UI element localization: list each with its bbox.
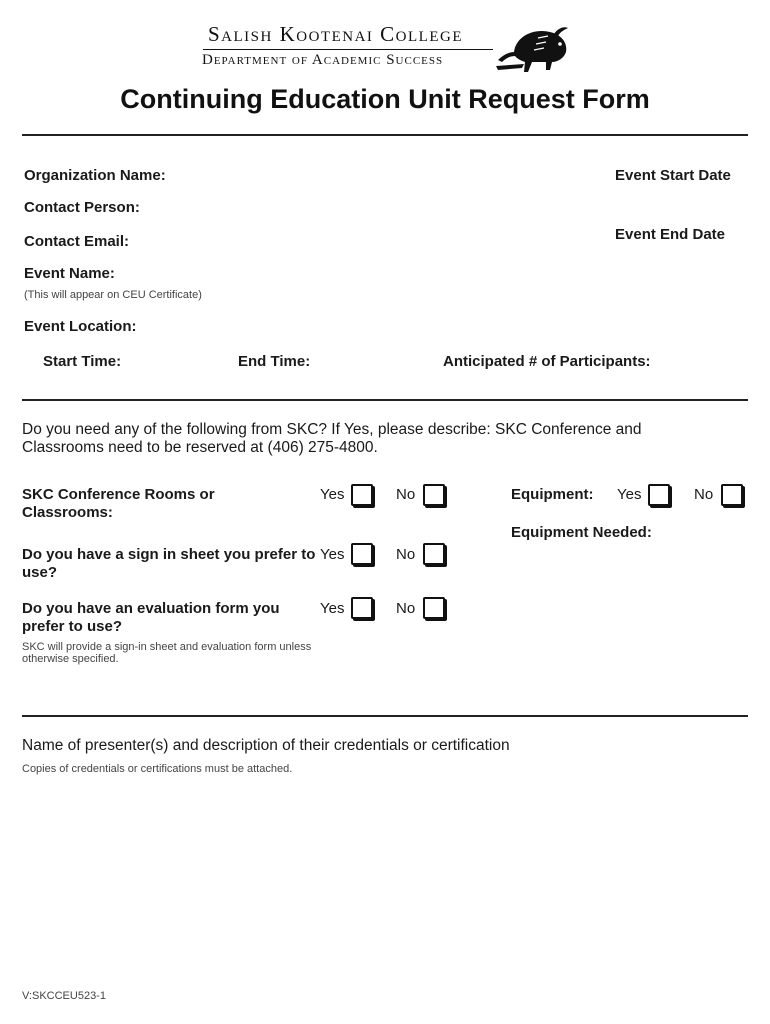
sign-in-sheet-yes-checkbox[interactable] xyxy=(351,543,373,565)
form-title: Continuing Education Unit Request Form xyxy=(120,84,650,114)
bison-logo-icon xyxy=(494,22,574,76)
evaluation-form-yes-checkbox[interactable] xyxy=(351,597,373,619)
conference-rooms-no-checkbox[interactable] xyxy=(423,484,445,506)
equipment-needed-label: Equipment Needed: xyxy=(511,524,652,541)
yes-label: Yes xyxy=(320,486,345,503)
section-divider xyxy=(22,399,748,401)
yes-label: Yes xyxy=(320,546,345,563)
form-code: V:SKCCEU523-1 xyxy=(22,990,106,1002)
no-label: No xyxy=(396,600,416,617)
contact-person-label: Contact Person: xyxy=(24,199,140,216)
equipment-yes-checkbox[interactable] xyxy=(648,484,670,506)
sign-in-sheet-no-checkbox[interactable] xyxy=(423,543,445,565)
yes-label: Yes xyxy=(320,600,345,617)
event-end-date-label: Event End Date xyxy=(615,226,726,243)
event-name-label: Event Name: xyxy=(24,265,115,282)
header-divider xyxy=(203,49,493,50)
conference-rooms-yes-checkbox[interactable] xyxy=(351,484,373,506)
event-name-note: (This will appear on CEU Certificate) xyxy=(24,289,202,301)
needs-intro-line2: Classrooms need to be reserved at (406) 275-4800. xyxy=(22,439,378,456)
college-name: Salish Kootenai College xyxy=(208,22,463,46)
evaluation-form-label: Do you have an evaluation form you prefer to use? xyxy=(22,600,280,635)
department-name: Department of Academic Success xyxy=(202,52,444,68)
no-label: No xyxy=(396,546,416,563)
event-start-date-label: Event Start Date xyxy=(615,167,731,184)
organization-name-label: Organization Name: xyxy=(24,167,166,184)
yes-label: Yes xyxy=(617,486,642,503)
evaluation-form-no-checkbox[interactable] xyxy=(423,597,445,619)
needs-intro-line1: Do you need any of the following from SKC? If Yes, please describe: SKC Conference and xyxy=(22,421,642,438)
event-location-label: Event Location: xyxy=(24,318,137,335)
equipment-no-checkbox[interactable] xyxy=(721,484,743,506)
conference-rooms-label: SKC Conference Rooms or Classrooms: xyxy=(22,486,215,521)
sign-in-sheet-label: Do you have a sign in sheet you prefer to use? xyxy=(22,546,316,581)
equipment-label: Equipment: xyxy=(511,486,594,503)
no-label: No xyxy=(396,486,416,503)
section-divider xyxy=(22,134,748,136)
presenters-heading: Name of presenter(s) and description of their credentials or certification xyxy=(22,737,510,754)
provision-note: SKC will provide a sign-in sheet and evaluation form unless otherwise specified. xyxy=(22,641,312,665)
no-label: No xyxy=(694,486,714,503)
end-time-label: End Time: xyxy=(238,353,311,370)
participants-label: Anticipated # of Participants: xyxy=(443,353,651,370)
start-time-label: Start Time: xyxy=(43,353,122,370)
presenters-note: Copies of credentials or certifications must be attached. xyxy=(22,763,293,775)
contact-email-label: Contact Email: xyxy=(24,233,130,250)
section-divider xyxy=(22,715,748,717)
